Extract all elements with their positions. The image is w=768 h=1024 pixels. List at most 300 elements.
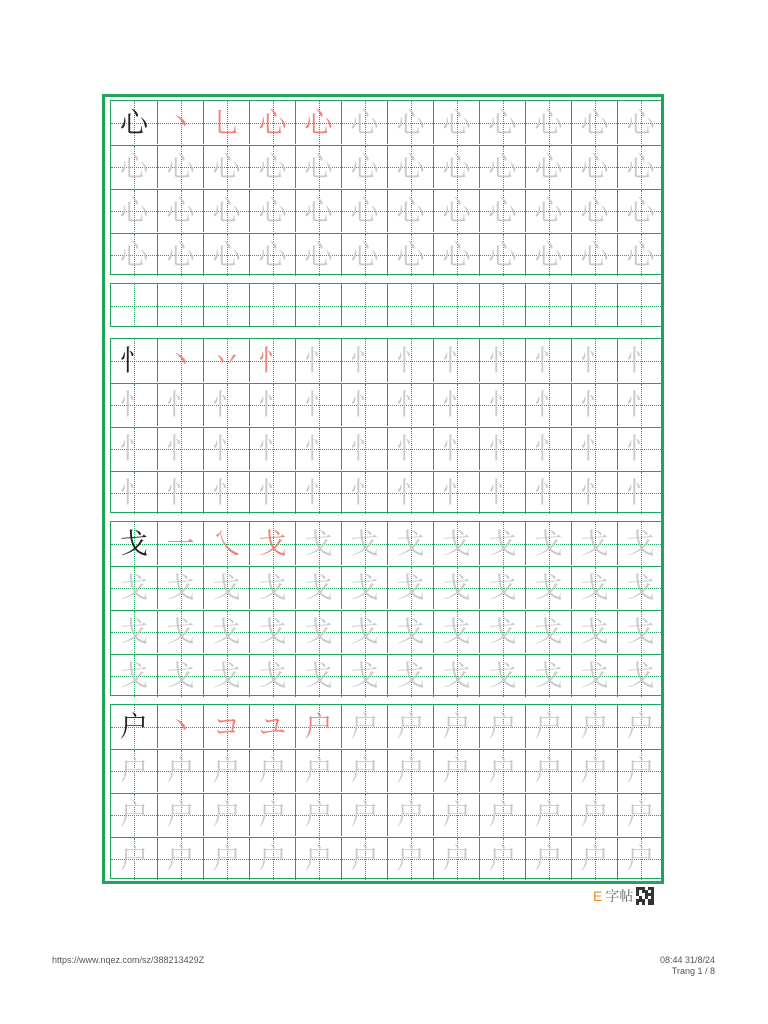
grid-cell <box>433 234 479 276</box>
grid-cell <box>111 472 157 514</box>
trace-character: 忄 <box>396 432 425 465</box>
grid-cell <box>617 611 663 653</box>
grid-cell <box>571 705 617 748</box>
trace-character: 忄 <box>258 432 287 465</box>
trace-character: 忄 <box>626 388 655 421</box>
footer-meta <box>660 955 715 977</box>
trace-character: 忄 <box>488 476 517 509</box>
grid-cell <box>617 522 663 565</box>
grid-cell <box>111 794 157 836</box>
trace-character: 心 <box>396 150 425 183</box>
grid-cell <box>249 838 295 880</box>
trace-character: 心 <box>534 194 563 227</box>
model-character: 忄 <box>119 343 148 377</box>
trace-character: 心 <box>304 194 333 227</box>
trace-character: 戈 <box>350 659 379 692</box>
trace-character: 心 <box>396 238 425 271</box>
trace-character: 忄 <box>580 388 609 421</box>
grid-cell <box>295 567 341 609</box>
practice-row <box>111 233 661 276</box>
grid-cell <box>433 101 479 144</box>
grid-cell <box>295 705 341 748</box>
trace-character: 戈 <box>534 659 563 692</box>
trace-character: 戈 <box>488 659 517 692</box>
trace-character: 户 <box>350 754 379 787</box>
grid-cell <box>249 794 295 836</box>
grid-cell <box>479 284 525 327</box>
grid-cell <box>525 611 571 653</box>
trace-character: 户 <box>580 798 609 831</box>
trace-character: 戈 <box>488 526 517 560</box>
grid-cell <box>433 655 479 697</box>
grid-cell <box>341 567 387 609</box>
grid-cell <box>387 234 433 276</box>
grid-cell <box>249 101 295 144</box>
grid-cell <box>525 655 571 697</box>
trace-character: 忄 <box>304 343 333 377</box>
grid-cell <box>525 190 571 232</box>
trace-character: 心 <box>442 105 471 139</box>
practice-block <box>110 338 662 513</box>
grid-cell <box>617 234 663 276</box>
trace-character: 户 <box>304 842 333 875</box>
trace-character: 忄 <box>442 388 471 421</box>
trace-character: 户 <box>534 842 563 875</box>
footer-url[interactable]: https://www.nqez.com/sz/388213429Z <box>52 955 205 965</box>
grid-cell <box>203 794 249 836</box>
trace-character: 戈 <box>396 615 425 648</box>
trace-character: 戈 <box>580 659 609 692</box>
trace-character: 心 <box>534 238 563 271</box>
trace-character: 心 <box>442 150 471 183</box>
trace-character: 忄 <box>304 432 333 465</box>
grid-cell <box>295 611 341 653</box>
grid-cell <box>617 428 663 470</box>
trace-character: 忄 <box>166 476 195 509</box>
trace-character: 忄 <box>396 476 425 509</box>
grid-cell <box>525 567 571 609</box>
grid-cell <box>295 234 341 276</box>
trace-character: 戈 <box>580 571 609 604</box>
trace-character: 心 <box>488 238 517 271</box>
trace-character: 忄 <box>580 343 609 377</box>
grid-cell <box>433 522 479 565</box>
grid-cell <box>479 750 525 792</box>
grid-cell <box>479 101 525 144</box>
grid-cell <box>203 705 249 748</box>
trace-character: 户 <box>304 754 333 787</box>
trace-character: 心 <box>442 194 471 227</box>
trace-character: 户 <box>488 709 517 743</box>
trace-character: 心 <box>212 194 241 227</box>
grid-cell <box>341 655 387 697</box>
grid-cell <box>571 190 617 232</box>
grid-cell <box>157 190 203 232</box>
grid-cell <box>157 101 203 144</box>
trace-character: 忄 <box>212 476 241 509</box>
grid-cell <box>203 284 249 327</box>
trace-character: 户 <box>396 798 425 831</box>
grid-cell <box>571 567 617 609</box>
grid-cell <box>341 611 387 653</box>
trace-character: 忄 <box>350 343 379 377</box>
trace-character: 忄 <box>580 432 609 465</box>
grid-cell <box>387 190 433 232</box>
trace-character: 户 <box>580 842 609 875</box>
trace-character: 戈 <box>396 659 425 692</box>
trace-character: 心 <box>350 194 379 227</box>
trace-character: 忄 <box>626 432 655 465</box>
trace-character: 忄 <box>626 476 655 509</box>
grid-cell <box>617 655 663 697</box>
stroke-order-step: 忄 <box>258 343 287 377</box>
grid-cell <box>203 838 249 880</box>
trace-character: 戈 <box>626 571 655 604</box>
grid-cell <box>111 190 157 232</box>
grid-cell <box>111 284 157 327</box>
trace-character: 户 <box>166 842 195 875</box>
trace-character: 戈 <box>488 571 517 604</box>
grid-cell <box>525 794 571 836</box>
trace-character: 戈 <box>626 615 655 648</box>
stroke-order-step: 心 <box>258 105 287 139</box>
practice-row <box>111 610 661 653</box>
grid-cell <box>157 705 203 748</box>
trace-character: 忄 <box>212 388 241 421</box>
trace-character: 心 <box>258 150 287 183</box>
trace-character: 忄 <box>442 432 471 465</box>
grid-cell <box>249 284 295 327</box>
grid-cell <box>295 339 341 382</box>
grid-cell <box>111 428 157 470</box>
grid-cell <box>341 750 387 792</box>
trace-character: 忄 <box>396 388 425 421</box>
grid-cell <box>341 428 387 470</box>
grid-cell <box>479 611 525 653</box>
trace-character: 心 <box>166 238 195 271</box>
grid-cell <box>111 611 157 653</box>
trace-character: 忄 <box>534 476 563 509</box>
practice-row <box>111 566 661 609</box>
grid-cell <box>433 611 479 653</box>
trace-character: 戈 <box>304 615 333 648</box>
trace-character: 心 <box>396 194 425 227</box>
grid-cell <box>157 567 203 609</box>
grid-cell <box>387 838 433 880</box>
grid-cell <box>571 611 617 653</box>
trace-character: 心 <box>488 105 517 139</box>
grid-cell <box>295 146 341 188</box>
grid-cell <box>387 567 433 609</box>
grid-cell <box>433 472 479 514</box>
grid-cell <box>387 284 433 327</box>
grid-cell <box>617 750 663 792</box>
trace-character: 户 <box>119 842 148 875</box>
practice-row <box>111 522 661 565</box>
footer-datetime: 08:44 31/8/24 <box>659 955 715 965</box>
grid-cell <box>479 655 525 697</box>
trace-character: 戈 <box>166 615 195 648</box>
trace-character: 戈 <box>350 571 379 604</box>
trace-character: 忄 <box>350 432 379 465</box>
grid-cell <box>249 611 295 653</box>
grid-cell <box>157 384 203 426</box>
trace-character: 心 <box>119 238 148 271</box>
grid-cell <box>525 750 571 792</box>
grid-cell <box>525 522 571 565</box>
grid-cell <box>249 428 295 470</box>
grid-cell <box>387 522 433 565</box>
trace-character: 心 <box>626 238 655 271</box>
grid-cell <box>617 146 663 188</box>
trace-character: 户 <box>626 709 655 743</box>
trace-character: 户 <box>488 798 517 831</box>
trace-character: 心 <box>212 238 241 271</box>
grid-cell <box>617 339 663 382</box>
trace-character: 戈 <box>442 526 471 560</box>
trace-character: 戈 <box>626 526 655 560</box>
practice-block <box>110 704 662 879</box>
grid-cell <box>617 190 663 232</box>
grid-cell <box>571 522 617 565</box>
trace-character: 忄 <box>626 343 655 377</box>
stroke-order-step: 心 <box>304 105 333 139</box>
trace-character: 戈 <box>258 571 287 604</box>
grid-cell <box>157 472 203 514</box>
trace-character: 忄 <box>488 432 517 465</box>
grid-cell <box>341 146 387 188</box>
grid-cell <box>203 190 249 232</box>
grid-cell <box>387 101 433 144</box>
grid-cell <box>387 655 433 697</box>
grid-cell <box>203 146 249 188</box>
grid-cell <box>433 428 479 470</box>
grid-cell <box>157 838 203 880</box>
trace-character: 戈 <box>442 659 471 692</box>
grid-cell <box>203 567 249 609</box>
stroke-order-step: 戈 <box>258 526 287 560</box>
grid-cell <box>295 794 341 836</box>
logo-text: 字帖 <box>605 889 634 905</box>
grid-cell <box>433 146 479 188</box>
trace-character: 忄 <box>166 432 195 465</box>
trace-character: 心 <box>626 194 655 227</box>
worksheet-grid <box>102 94 664 884</box>
logo-e-letter: E <box>593 888 603 904</box>
trace-character: 心 <box>166 150 195 183</box>
trace-character: 心 <box>350 150 379 183</box>
grid-cell <box>249 339 295 382</box>
trace-character: 心 <box>488 150 517 183</box>
trace-character: 心 <box>580 238 609 271</box>
trace-character: 心 <box>534 105 563 139</box>
trace-character: 户 <box>166 798 195 831</box>
trace-character: 心 <box>212 150 241 183</box>
trace-character: 戈 <box>442 571 471 604</box>
grid-cell <box>203 611 249 653</box>
grid-cell <box>571 428 617 470</box>
grid-cell <box>479 705 525 748</box>
grid-cell <box>433 705 479 748</box>
trace-character: 戈 <box>166 659 195 692</box>
stroke-order-step: 丶 <box>166 343 195 377</box>
grid-cell <box>479 428 525 470</box>
practice-row <box>111 837 661 880</box>
trace-character: 戈 <box>212 571 241 604</box>
grid-cell <box>387 611 433 653</box>
practice-block <box>110 100 662 275</box>
grid-cell <box>157 146 203 188</box>
trace-character: 心 <box>350 238 379 271</box>
trace-character: 戈 <box>396 526 425 560</box>
grid-cell <box>479 190 525 232</box>
grid-cell <box>387 339 433 382</box>
grid-cell <box>249 705 295 748</box>
grid-cell <box>111 339 157 382</box>
footer-page-number: Trang 1 / 8 <box>671 966 715 976</box>
grid-cell <box>387 384 433 426</box>
grid-cell <box>203 384 249 426</box>
trace-character: 心 <box>119 194 148 227</box>
trace-character: 户 <box>166 754 195 787</box>
trace-character: 戈 <box>534 615 563 648</box>
grid-cell <box>249 567 295 609</box>
grid-cell <box>295 428 341 470</box>
trace-character: 忄 <box>258 388 287 421</box>
practice-row <box>111 145 661 188</box>
grid-cell <box>111 838 157 880</box>
trace-character: 户 <box>258 798 287 831</box>
grid-cell <box>525 284 571 327</box>
trace-character: 心 <box>626 150 655 183</box>
practice-row <box>111 654 661 697</box>
grid-cell <box>295 101 341 144</box>
grid-cell <box>341 838 387 880</box>
trace-character: 户 <box>534 754 563 787</box>
grid-cell <box>387 750 433 792</box>
grid-cell <box>525 472 571 514</box>
grid-cell <box>157 234 203 276</box>
trace-character: 户 <box>258 842 287 875</box>
model-character: 戈 <box>119 526 148 560</box>
trace-character: 戈 <box>396 571 425 604</box>
trace-character: 忄 <box>488 388 517 421</box>
trace-character: 戈 <box>304 659 333 692</box>
grid-cell <box>571 384 617 426</box>
grid-cell <box>295 838 341 880</box>
trace-character: 戈 <box>350 526 379 560</box>
grid-cell <box>571 655 617 697</box>
trace-character: 户 <box>626 754 655 787</box>
grid-cell <box>341 284 387 327</box>
qr-code-icon <box>636 887 654 905</box>
grid-cell <box>571 284 617 327</box>
grid-cell <box>479 838 525 880</box>
trace-character: 户 <box>396 709 425 743</box>
trace-character: 戈 <box>166 571 195 604</box>
trace-character: 戈 <box>534 526 563 560</box>
grid-cell <box>249 655 295 697</box>
practice-row <box>111 793 661 836</box>
grid-cell <box>111 750 157 792</box>
trace-character: 户 <box>626 798 655 831</box>
model-character: 心 <box>119 105 148 139</box>
trace-character: 户 <box>212 754 241 787</box>
grid-cell <box>479 522 525 565</box>
trace-character: 心 <box>442 238 471 271</box>
grid-cell <box>479 384 525 426</box>
practice-row <box>111 471 661 514</box>
grid-cell <box>571 146 617 188</box>
trace-character: 戈 <box>212 659 241 692</box>
grid-cell <box>157 794 203 836</box>
trace-character: 户 <box>488 754 517 787</box>
stroke-order-step: 乀 <box>212 526 241 560</box>
trace-character: 心 <box>350 105 379 139</box>
trace-character: 戈 <box>580 526 609 560</box>
grid-cell <box>571 101 617 144</box>
grid-cell <box>525 339 571 382</box>
trace-character: 忄 <box>119 432 148 465</box>
trace-character: 忄 <box>534 343 563 377</box>
grid-cell <box>157 522 203 565</box>
stroke-order-step: 丶 <box>166 105 195 139</box>
grid-cell <box>111 234 157 276</box>
grid-cell <box>295 522 341 565</box>
trace-character: 户 <box>442 842 471 875</box>
practice-row <box>111 427 661 470</box>
grid-cell <box>617 284 663 327</box>
grid-cell <box>203 234 249 276</box>
grid-cell <box>341 101 387 144</box>
grid-cell <box>479 472 525 514</box>
trace-character: 心 <box>258 194 287 227</box>
grid-cell <box>433 339 479 382</box>
trace-character: 心 <box>580 150 609 183</box>
grid-cell <box>295 750 341 792</box>
grid-cell <box>341 190 387 232</box>
trace-character: 忄 <box>534 388 563 421</box>
grid-cell <box>525 146 571 188</box>
trace-character: 忄 <box>304 476 333 509</box>
grid-cell <box>111 705 157 748</box>
trace-character: 戈 <box>119 659 148 692</box>
trace-character: 忄 <box>212 432 241 465</box>
trace-character: 户 <box>534 798 563 831</box>
grid-cell <box>571 838 617 880</box>
grid-cell <box>341 794 387 836</box>
grid-cell <box>525 384 571 426</box>
grid-cell <box>617 705 663 748</box>
trace-character: 戈 <box>580 615 609 648</box>
grid-cell <box>341 384 387 426</box>
grid-cell <box>157 339 203 382</box>
trace-character: 忄 <box>396 343 425 377</box>
practice-row <box>111 284 661 327</box>
grid-cell <box>433 838 479 880</box>
grid-cell <box>433 794 479 836</box>
grid-cell <box>525 234 571 276</box>
practice-block <box>110 283 662 327</box>
trace-character: 户 <box>442 798 471 831</box>
trace-character: 户 <box>488 842 517 875</box>
grid-cell <box>387 705 433 748</box>
grid-cell <box>157 428 203 470</box>
trace-character: 忄 <box>442 476 471 509</box>
trace-character: 忄 <box>534 432 563 465</box>
trace-character: 戈 <box>350 615 379 648</box>
grid-cell <box>433 284 479 327</box>
